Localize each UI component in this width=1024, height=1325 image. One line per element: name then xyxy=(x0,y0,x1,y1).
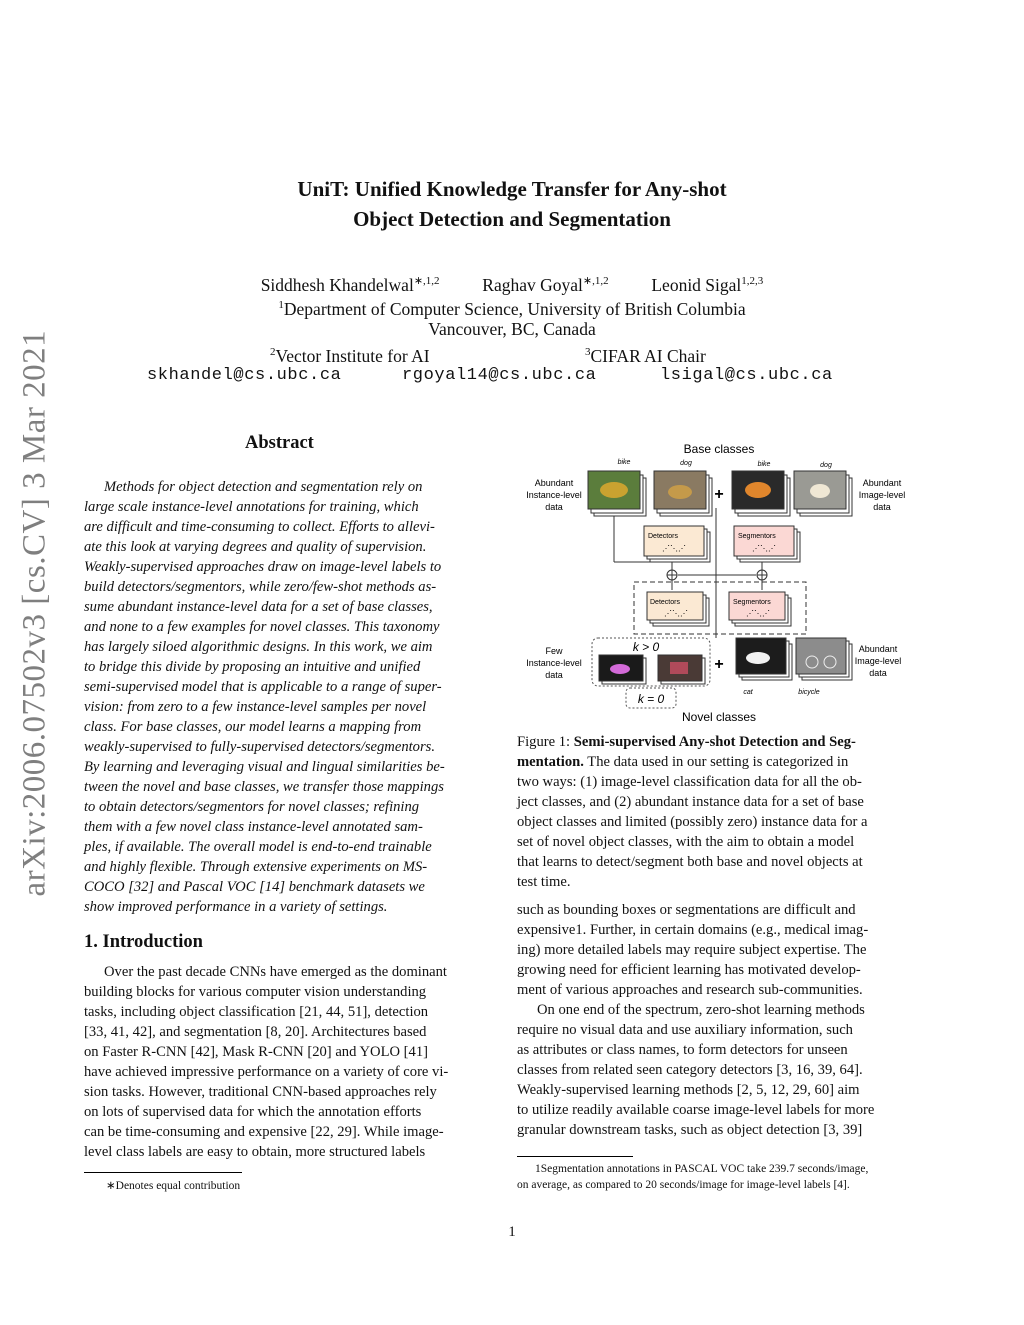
caption-line: two ways: (1) image-level classification data for all the ob- xyxy=(517,774,862,790)
caption-line: that learns to detect/segment both base and novel objects at xyxy=(517,854,863,870)
footnote-rule-left xyxy=(84,1172,242,1173)
abstract-line: build detectors/segmentors, while zero/few-shot methods as- xyxy=(84,579,437,595)
intro-heading: 1. Introduction xyxy=(84,932,203,952)
fig-few-instance-1: Few xyxy=(545,646,563,656)
fig-base-classes: Base classes xyxy=(683,442,755,456)
footnote-left: ∗Denotes equal contribution xyxy=(106,1180,241,1192)
affiliation-2-sup: 2 xyxy=(270,346,276,358)
page-number: 1 xyxy=(508,1224,516,1240)
fig-detectors-bottom xyxy=(647,592,709,626)
right-column-body xyxy=(517,900,894,1140)
fig-k-eq-zero: k = 0 xyxy=(637,692,665,706)
abstract-line: ate this look at varying degrees and quality of supervision. xyxy=(84,539,427,555)
intro-line: have achieved impressive performance on a variety of core vi- xyxy=(84,1064,449,1080)
fig-label-dog-2: dog xyxy=(820,462,832,469)
abstract-line: COCO [32] and Pascal VOC [14] benchmark datasets we xyxy=(84,879,425,895)
caption-line: object classes and limited (possibly zero) instance data for a xyxy=(517,814,868,830)
fig-few-instance-3: data xyxy=(545,670,563,680)
fig-segmentors-bottom xyxy=(729,592,791,626)
abstract-line: weakly-supervised to fully-supervised detectors/segmentors. xyxy=(84,739,435,755)
intro-body xyxy=(84,962,461,1162)
intro-line: can be time-consuming and expensive [22, 29]. While image- xyxy=(84,1124,444,1140)
caption-line-0 xyxy=(517,732,894,752)
abstract-line: vision: from zero to a few instance-level samples per novel xyxy=(84,699,427,715)
fig-plus-bottom: + xyxy=(714,656,724,673)
caption-bold: Semi-supervised Any-shot Detection and Seg- xyxy=(573,734,856,750)
caption-line: ject classes, and (2) abundant instance data for a set of base xyxy=(517,794,864,810)
caption-line: mentation. The data used in our setting is categorized in xyxy=(517,754,849,770)
fig-k-gt-zero: k > 0 xyxy=(632,640,660,654)
title-line-2: Object Detection and Segmentation xyxy=(353,207,671,231)
fig-abundant-instance-2: Instance-level xyxy=(526,490,582,500)
affiliation-3-text: CIFAR AI Chair xyxy=(590,345,706,366)
fig-label-bicycle: bicycle xyxy=(798,689,820,696)
right-line: Weakly-supervised learning methods [2, 5, 12, 29, 60] aim xyxy=(517,1082,860,1098)
fig-abundant-image-bottom-2: Image-level xyxy=(854,656,902,666)
author-3-sup: 1,2,3 xyxy=(741,275,764,287)
affiliation-1-sup: 1 xyxy=(278,299,284,311)
abstract-line: ples, if available. The overall model is end-to-end trainable xyxy=(84,839,432,855)
right-line: to utilize readily available coarse image-level labels for more xyxy=(517,1102,875,1118)
fig-image-stack-dog-2 xyxy=(794,471,852,516)
affiliation-1-location: Vancouver, BC, Canada xyxy=(428,319,596,339)
fig-label-dog-1: dog xyxy=(680,460,692,467)
right-line: require no visual data and use auxiliary information, such xyxy=(517,1022,853,1038)
figure-1 xyxy=(516,438,916,728)
fig-segmentors-top-glyph: ⋰⋱⋰ xyxy=(752,544,776,553)
abstract-line: to bridge this divide by proposing an intuitive and unified xyxy=(84,659,421,675)
affiliation-2-text: Vector Institute for AI xyxy=(275,345,430,366)
fig-detectors-bottom-glyph: ⋰⋱⋰ xyxy=(664,609,688,618)
right-line: expensive1. Further, in certain domains (e.g., medical imag- xyxy=(517,922,869,938)
abstract-line: tween the novel and base classes, we transfer those mappings xyxy=(84,779,444,795)
abstract-line: large scale instance-level annotations for training, which xyxy=(84,499,419,515)
right-line: granular downstream tasks, such as object detection [3, 39] xyxy=(517,1122,863,1138)
fig-image-stack-bike-2 xyxy=(732,471,790,516)
abstract-line: sume abundant instance-level data for a set of base classes, xyxy=(84,599,433,615)
fig-label-cat: cat xyxy=(743,689,753,696)
fig-plus-top: + xyxy=(714,486,724,503)
title-line-1: UniT: Unified Knowledge Transfer for Any-shot xyxy=(297,177,727,201)
abstract-line: them with a few novel class instance-level annotated sam- xyxy=(84,819,423,835)
abstract-heading: Abstract xyxy=(245,433,314,453)
right-line: On one end of the spectrum, zero-shot learning methods xyxy=(537,1002,865,1018)
abstract-line: and none to a few examples for novel classes. This taxonomy xyxy=(84,619,440,635)
footnote-right-line-1: 1Segmentation annotations in PASCAL VOC take 239.7 seconds/image, xyxy=(535,1163,869,1175)
caption-label: Figure 1: xyxy=(517,734,574,750)
intro-line: [33, 41, 42], and segmentation [8, 20]. Architectures based xyxy=(84,1024,427,1040)
author-2-sup: ∗,1,2 xyxy=(582,275,609,287)
footnote-rule-right xyxy=(517,1156,633,1157)
affiliation-3-sup: 3 xyxy=(585,346,591,358)
fig-abundant-instance-3: data xyxy=(545,502,563,512)
fig-abundant-image-bottom-1: Abundant xyxy=(858,644,898,654)
author-1-sup: ∗,1,2 xyxy=(413,275,440,287)
affiliation-2 xyxy=(270,341,430,368)
right-line: ment of various approaches and research sub-communities. xyxy=(517,982,863,998)
affiliation-3 xyxy=(585,341,706,368)
right-line: classes from related seen category detectors [3, 16, 39, 64]. xyxy=(517,1062,863,1078)
fig-segmentors-top xyxy=(734,526,800,562)
abstract-line: Methods for object detection and segmentation rely on xyxy=(104,479,423,495)
figure-caption xyxy=(517,732,894,892)
author-2: Raghav Goyal xyxy=(482,274,583,295)
caption-line-1-text: The data used in our setting is categorized in xyxy=(587,754,849,770)
intro-line: on lots of supervised data for which the annotation efforts xyxy=(84,1104,422,1120)
intro-line: on Faster R-CNN [42], Mask R-CNN [20] and YOLO [41] xyxy=(84,1044,428,1060)
fig-detectors-top xyxy=(644,526,710,562)
affiliation-1-text: Department of Computer Science, University of British Columbia xyxy=(283,298,746,319)
right-line: as attributes or class names, to form detectors for unseen xyxy=(517,1042,848,1058)
footnote-right-line-2: on average, as compared to 20 seconds/image for image-level labels [4]. xyxy=(517,1179,850,1191)
fig-label-bike-2: bike xyxy=(757,461,771,468)
author-3: Leonid Sigal xyxy=(651,274,742,295)
fig-image-stack-dog-1 xyxy=(654,471,712,516)
caption-line: set of novel object classes, with the aim to obtain a model xyxy=(517,834,855,850)
abstract-line: By learning and leveraging visual and lingual similarities be- xyxy=(84,759,445,775)
abstract-line: has largely siloed algorithmic designs. In this work, we aim xyxy=(84,639,433,655)
fig-detectors-top-glyph: ⋰⋱⋰ xyxy=(662,544,686,553)
fig-image-stack-cat xyxy=(736,638,792,680)
author-list xyxy=(0,270,1024,297)
fig-image-stack-bike-1 xyxy=(588,471,646,516)
intro-line: tasks, including object classification [21, 44, 51], detection xyxy=(84,1004,429,1020)
paper-title xyxy=(0,174,1024,234)
affiliation-1 xyxy=(0,294,1024,321)
fig-abundant-image-top-3: data xyxy=(873,502,891,512)
abstract-body xyxy=(84,477,461,917)
intro-line: Over the past decade CNNs have emerged as the dominant xyxy=(104,964,447,980)
intro-line: building blocks for various computer vision understanding xyxy=(84,984,427,1000)
author-1: Siddhesh Khandelwal xyxy=(260,274,414,295)
abstract-line: Weakly-supervised approaches draw on image-level labels to xyxy=(84,559,442,575)
fig-novel-classes: Novel classes xyxy=(681,710,757,724)
abstract-line: to obtain detectors/segmentors for novel classes; refining xyxy=(84,799,420,815)
fig-abundant-image-top-1: Abundant xyxy=(862,478,902,488)
abstract-line: class. For base classes, our model learns a mapping from xyxy=(84,719,422,735)
intro-line: sion tasks. However, traditional CNN-based approaches rely xyxy=(84,1084,437,1100)
abstract-line: are difficult and time-consuming to collect. Efforts to allevi- xyxy=(84,519,435,535)
email-3: lsigal@cs.ubc.ca xyxy=(660,366,833,385)
right-line: ing) more detailed labels may require subject expertise. The xyxy=(517,942,867,958)
fig-abundant-image-bottom-3: data xyxy=(869,668,887,678)
right-line: growing need for efficient learning has motivated develop- xyxy=(517,962,861,978)
right-line: such as bounding boxes or segmentations are difficult and xyxy=(517,902,856,918)
fig-segmentors-bottom-glyph: ⋰⋱⋰ xyxy=(746,609,770,618)
fig-detectors-top-label: Detectors xyxy=(648,533,678,540)
fig-segmentors-top-label: Segmentors xyxy=(738,533,776,540)
fig-abundant-instance-1: Abundant xyxy=(534,478,574,488)
abstract-line: show improved performance in a variety of settings. xyxy=(84,899,388,915)
fig-few-instance-2: Instance-level xyxy=(526,658,582,668)
caption-line: test time. xyxy=(517,874,571,890)
fig-image-stack-few-2 xyxy=(658,655,705,684)
arxiv-stamp: arXiv:2006.07502v3 [cs.CV] 3 Mar 2021 xyxy=(16,329,53,897)
fig-image-stack-bicycle xyxy=(796,638,852,680)
fig-detectors-bottom-label: Detectors xyxy=(650,599,680,606)
abstract-line: semi-supervised model that is applicable to a range of super- xyxy=(84,679,442,695)
email-1: skhandel@cs.ubc.ca xyxy=(147,366,342,385)
fig-abundant-image-top-2: Image-level xyxy=(858,490,906,500)
fig-segmentors-bottom-label: Segmentors xyxy=(733,599,771,606)
fig-label-bike-1: bike xyxy=(617,459,631,466)
intro-line: level class labels are easy to obtain, more structured labels xyxy=(84,1144,426,1160)
abstract-line: and highly flexible. Through extensive experiments on MS- xyxy=(84,859,428,875)
email-2: rgoyal14@cs.ubc.ca xyxy=(402,366,597,385)
fig-image-stack-few-1 xyxy=(599,655,646,684)
